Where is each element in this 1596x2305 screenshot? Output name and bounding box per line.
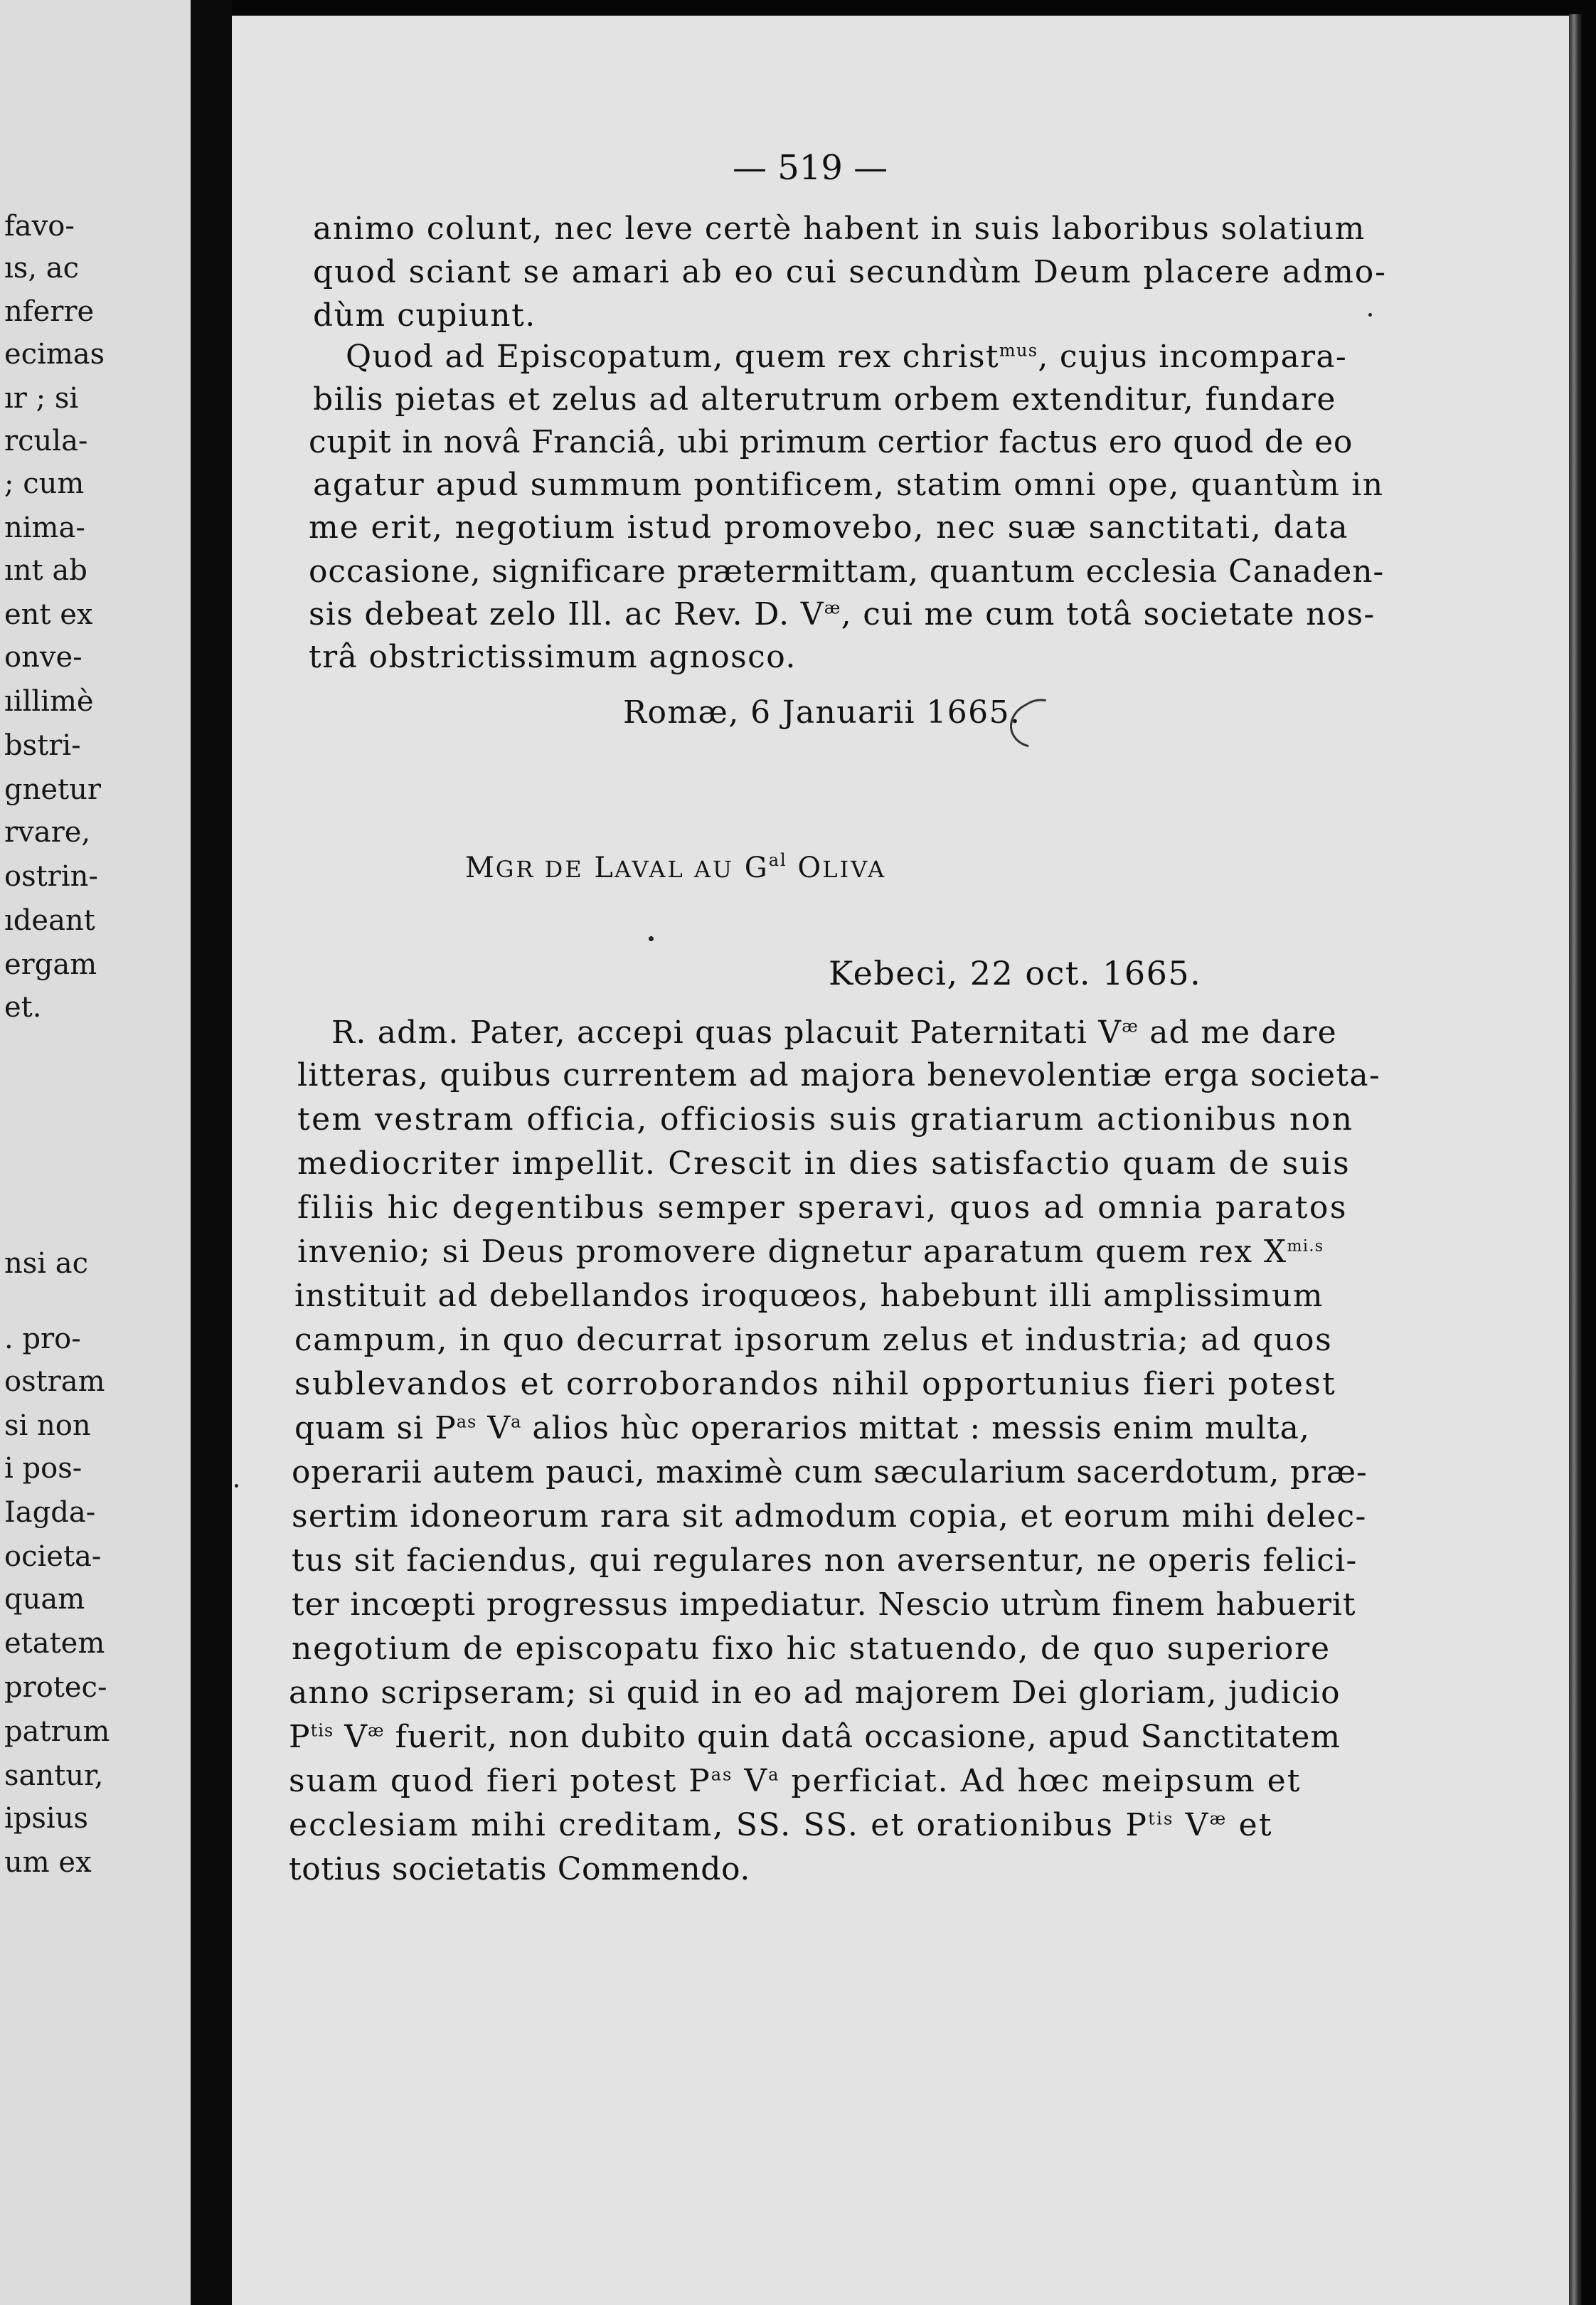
left-page-line: ocieta- — [4, 1540, 102, 1573]
letter2-line-8: campum, in quo decurrat ipsorum zelus et industria; ad quos — [294, 1322, 1333, 1358]
book-gutter — [191, 0, 232, 2305]
heading-initial: L — [594, 852, 615, 884]
letter1-line-5: bilis pietas et zelus ad alterutrum orbem extenditur, fundare — [313, 381, 1336, 418]
left-page-line: etatem — [4, 1627, 105, 1660]
left-page-line: bstri- — [4, 729, 81, 762]
top-edge — [232, 0, 1596, 16]
letter2-line-3: tem vestram officia, officiosis suis gratiarum actionibus non — [297, 1101, 1354, 1138]
left-page-line: i pos- — [4, 1452, 83, 1485]
abbrev-sup: as — [711, 1764, 733, 1785]
letter2-line-10 — [294, 1410, 1310, 1446]
left-page-line: quam — [4, 1583, 85, 1616]
letter2-dateline: Kebeci, 22 oct. 1665. — [829, 954, 1202, 992]
line-text: suam quod fieri potest P — [289, 1763, 711, 1799]
page-edge-stack — [1569, 0, 1596, 2305]
line-text: perficiat. Ad hœc meipsum et — [780, 1763, 1302, 1799]
left-page-line: ıillimè — [4, 685, 94, 718]
left-page-line: nferre — [4, 295, 95, 328]
line-text: V — [334, 1719, 368, 1755]
left-page-fragment — [0, 0, 192, 2305]
left-page-line: protec- — [4, 1671, 107, 1704]
heading-initial: G — [744, 852, 769, 884]
heading-smallcaps: AVAL AU — [614, 856, 735, 883]
letter1-line-2: quod sciant se amari ab eo cui secundùm Deum placere admo- — [313, 254, 1387, 290]
abbrev-sup: tis — [310, 1720, 334, 1741]
abbrev-sup: as — [456, 1411, 477, 1432]
abbrev-sup: mi.s — [1287, 1237, 1324, 1256]
abbrev-sup: a — [768, 1764, 780, 1785]
line-text: invenio; si Deus promovere dignetur aparatum quem rex X — [297, 1234, 1287, 1270]
left-page-line: ecimas — [4, 338, 105, 371]
letter1-line-11: trâ obstrictissimum agnosco. — [309, 639, 797, 675]
left-page-line: ınt ab — [4, 554, 87, 587]
letter2-line-20: totius societatis Commendo. — [289, 1851, 750, 1887]
line-text: V — [477, 1410, 511, 1446]
line-text: R. adm. Pater, accepi quas placuit Paternitati V — [331, 1014, 1122, 1051]
line-text: sis debeat zelo Ill. ac Rev. D. V — [309, 596, 824, 632]
letter1-line-3: dùm cupiunt. — [313, 297, 536, 334]
left-page-line: ent ex — [4, 598, 93, 631]
letter2-line-18 — [289, 1763, 1302, 1799]
abbrev-sup: tis — [1148, 1808, 1174, 1829]
abbrev-sup: æ — [1122, 1016, 1139, 1037]
left-page-line: ıdeant — [4, 904, 95, 937]
page-number: — 519 — — [733, 148, 888, 188]
abbrev-sup: æ — [368, 1720, 385, 1741]
letter1-line-9: occasione, significare prætermittam, quantum ecclesia Canaden- — [309, 553, 1385, 590]
line-text: V — [733, 1763, 769, 1799]
abbrev-sup: a — [511, 1411, 522, 1432]
letter2-line-1 — [331, 1014, 1337, 1051]
left-page-line: um ex — [4, 1846, 92, 1879]
left-page-line: rvare, — [4, 816, 91, 849]
left-page-line: onve- — [4, 641, 83, 674]
left-page-line: . pro- — [4, 1323, 81, 1355]
abbrev-sup: æ — [824, 598, 841, 618]
abbrev-sup: æ — [1209, 1808, 1228, 1829]
abbrev-sup: mus — [999, 340, 1038, 361]
letter2-line-19 — [289, 1807, 1273, 1843]
line-text: quam si P — [294, 1410, 457, 1446]
line-text: alios hùc operarios mittat : messis enim multa, — [521, 1410, 1310, 1446]
left-page-line: et. — [4, 991, 42, 1024]
line-text: fuerit, non dubito quin datâ occasione, apud Sanctitatem — [384, 1719, 1341, 1755]
heading-initial: O — [797, 852, 823, 884]
letter2-line-2: litteras, quibus currentem ad majora benevolentiæ erga societa- — [297, 1057, 1381, 1093]
line-text: et — [1227, 1807, 1273, 1843]
left-page-line: santur, — [4, 1759, 104, 1792]
left-page-line: nsi ac — [4, 1247, 89, 1280]
letter2-line-5: filiis hic degentibus semper speravi, quos ad omnia paratos — [297, 1189, 1348, 1226]
left-page-line: ergam — [4, 948, 97, 981]
left-page-line: ostram — [4, 1365, 105, 1398]
letter2-line-12: sertim idoneorum rara sit admodum copia, et eorum mihi delec- — [292, 1498, 1367, 1535]
letter2-line-14: ter incœpti progressus impediatur. Nescio utrùm finem habuerit — [292, 1586, 1356, 1623]
letter1-line-6: cupit in novâ Franciâ, ubi primum certior factus ero quod de eo — [309, 424, 1353, 460]
left-page-line: nima- — [4, 512, 85, 544]
left-page-line: favo- — [4, 210, 75, 243]
letter2-line-15: negotium de episcopatu fixo hic statuendo, de quo superiore — [292, 1631, 1331, 1667]
letter1-line-7: agatur apud summum pontificem, statim omni ope, quantùm in — [313, 467, 1384, 503]
ink-speck — [1368, 313, 1372, 317]
letter2-line-13: tus sit faciendus, qui regulares non aversentur, ne operis felici- — [292, 1542, 1358, 1579]
letter2-line-11: operarii autem pauci, maximè cum sæcularium sacerdotum, præ- — [292, 1454, 1368, 1490]
heading-smallcaps: LIVA — [822, 856, 887, 883]
left-page-line: ır ; si — [4, 382, 79, 415]
line-text: , cui me cum totâ societate nos- — [841, 596, 1376, 632]
letter-heading — [0, 850, 1351, 884]
heading-smallcaps: GR DE — [495, 856, 584, 883]
letter1-line-8: me erit, negotium istud promovebo, nec suæ sanctitati, data — [309, 509, 1349, 546]
letter2-line-6 — [297, 1236, 1324, 1268]
left-page-line: gnetur — [4, 773, 101, 806]
letter1-closing: Romæ, 6 Januarii 1665. — [623, 694, 1021, 731]
letter1-line-10 — [309, 596, 1376, 632]
heading-sup: al — [768, 850, 787, 870]
left-page-line: ostrin- — [4, 860, 98, 893]
heading-initial: M — [464, 852, 496, 884]
left-page-line: ipsius — [4, 1802, 89, 1835]
line-text: V — [1174, 1807, 1210, 1843]
line-text: Quod ad Episcopatum, quem rex christ — [346, 339, 999, 375]
ink-speck — [235, 1484, 238, 1488]
left-page-line: patrum — [4, 1715, 110, 1748]
left-page-line: ; cum — [4, 467, 85, 500]
line-text: ad me dare — [1139, 1014, 1337, 1051]
line-text: , cujus incompara- — [1038, 339, 1348, 375]
letter2-line-4: mediocriter impellit. Crescit in dies satisfactio quam de suis — [297, 1145, 1351, 1182]
left-page-line: ıs, ac — [4, 252, 79, 285]
line-text: ecclesiam mihi creditam, SS. SS. et orationibus P — [289, 1807, 1149, 1843]
letter2-line-17 — [289, 1719, 1341, 1755]
left-page-line: Iagda- — [4, 1496, 96, 1529]
letter2-line-16: anno scripseram; si quid in eo ad majorem Dei gloriam, judicio — [289, 1675, 1341, 1711]
letter2-line-9: sublevandos et corroborandos nihil opportunius fieri potest — [294, 1366, 1337, 1402]
left-page-line: si non — [4, 1409, 91, 1442]
letter1-line-4 — [346, 341, 1347, 373]
line-text: P — [289, 1719, 311, 1755]
letter1-line-1: animo colunt, nec leve certè habent in suis laboribus solatium — [313, 211, 1366, 247]
letter2-line-7: instituit ad debellandos iroquœos, habebunt illi amplissimum — [294, 1278, 1324, 1314]
ink-speck — [649, 936, 654, 941]
left-page-line: rcula- — [4, 425, 88, 457]
